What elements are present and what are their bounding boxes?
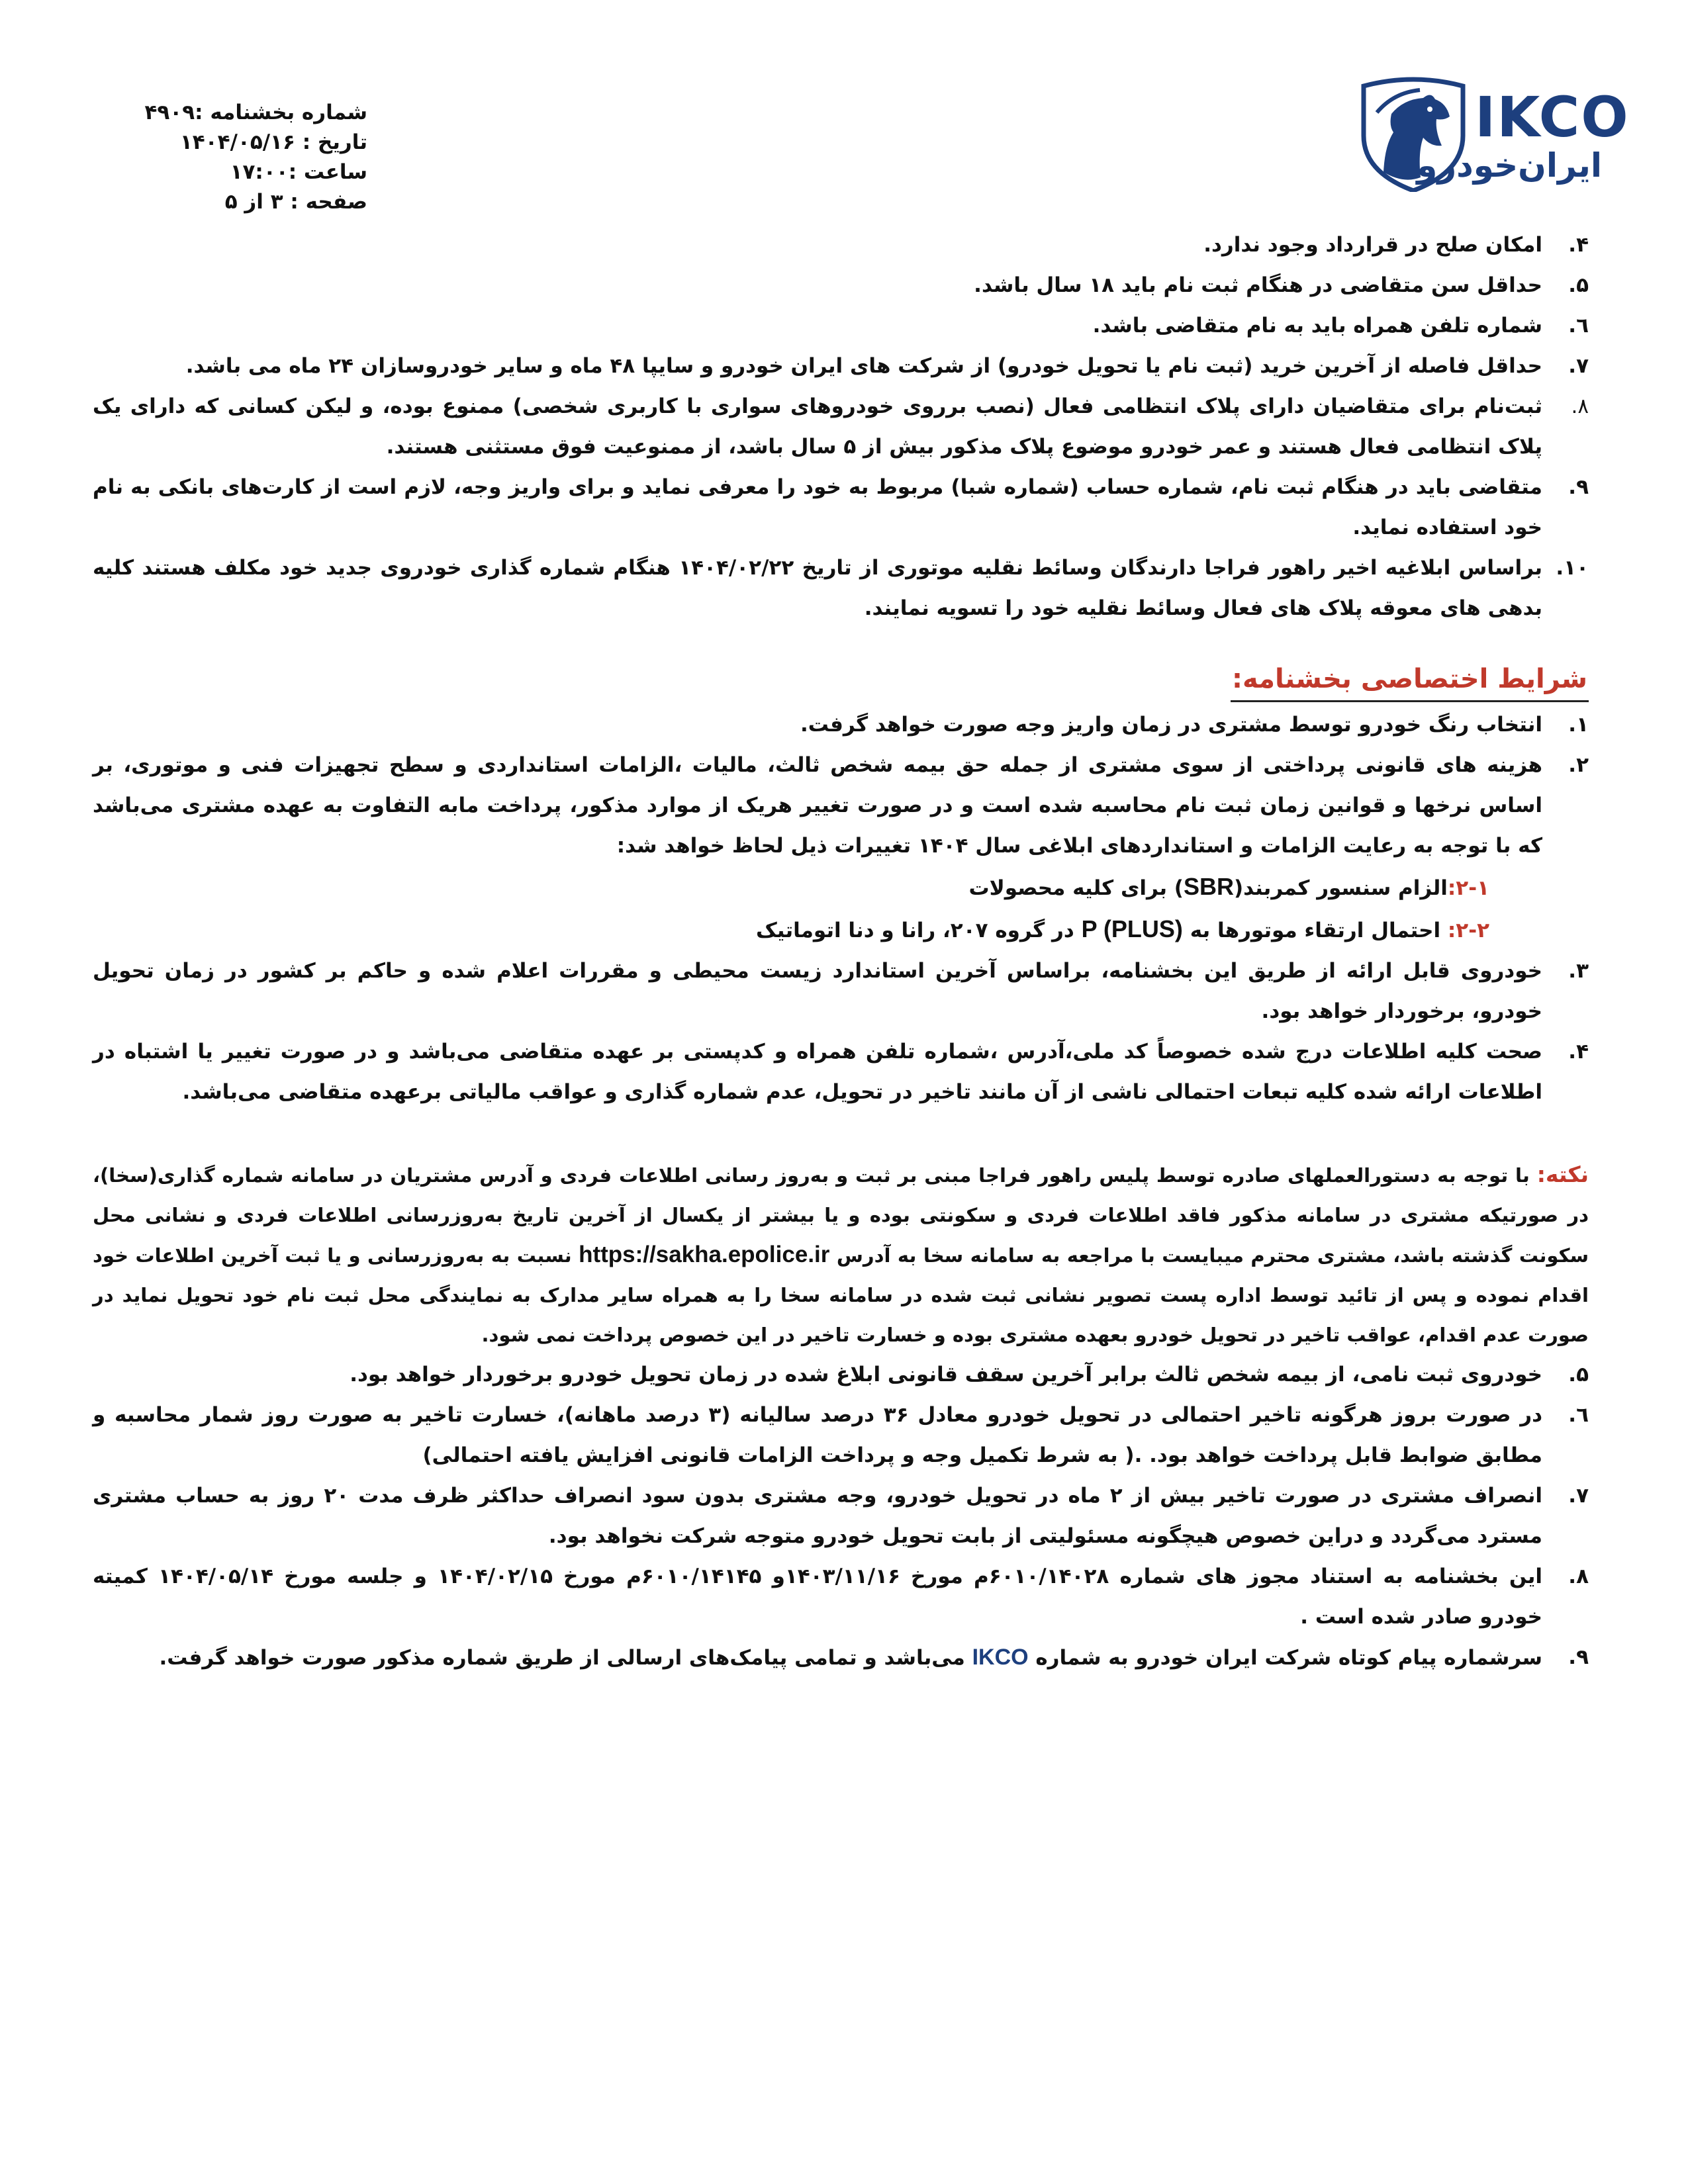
- list-item: ۷. حداقل فاصله از آخرین خرید (ثبت نام یا تحویل خودرو) از شرکت های ایران خودرو و سایپا ۴۸ ماه و سایر خودروسازان ۲۴ ماه می باشد.: [185, 354, 1589, 378]
- list-item: ۸. این بخشنامه به استناد مجوز های شماره ۶۰۱۰/۱۴۰۲۸م مورخ ۱۴۰۳/۱۱/۱۶و ۶۰۱۰/۱۴۱۴۵م مورخ ۱۴۰۴/۰۲/۱۵ و جلسه مورخ ۱۴۰۴/۰۵/۱۴ کمیته خودرو صادر شده است .: [93, 1565, 1589, 1629]
- list-item: ۹. متقاضی باید در هنگام ثبت نام، شماره حساب (شماره شبا) مربوط به خود را معرفی نماید و برای واریز وجه، لازم است از کارت‌های بانکی به نام خود استفاده نماید.: [93, 475, 1589, 539]
- circular-meta: [129, 98, 367, 217]
- list-item: ۷. انصراف مشتری در صورت تاخیر بیش از ۲ ماه در تحویل خودرو، وجه مشتری بدون سود انصراف حداکثر ظرف مدت ۲۰ روز به حساب مشتری مسترد می‌گردد و دراین خصوص هیچگونه مسئولیتی از بابت تحویل خودرو متوجه شرکت نخواهد بود.: [93, 1484, 1589, 1548]
- circular-date: تاریخ : ۱۴۰۴/۰۵/۱۶: [179, 130, 367, 154]
- sms-sender-brand: IKCO: [972, 1645, 1029, 1670]
- circular-number: شماره بخشنامه :۴۹۰۹: [144, 101, 367, 124]
- special-conditions-list: [93, 705, 1589, 1113]
- logo-persian-text: ایران‌خودرو: [1417, 146, 1602, 185]
- document-body: [93, 225, 1589, 1678]
- note-paragraph: نکته: با توجه به دستورالعملهای صادره توسط پلیس راهور فراجا مبنی بر ثبت و به‌روز رسانی اطلاعات فردی و آدرس مشتریان در سامانه شماره گذاری(سخا)، در صورتیکه مشتری در سامانه مذکور فاقد اطلاعات فردی و سکونتی بوده و یا بیشتر از یکسال از آخرین تاریخ به‌روزرسانی اطلاعات فردی و نشانی محل سکونت گذشته باشد، مشتری محترم میبایست با مراجعه به سامانه سخا به آدرس https://sakha.epolice.ir نسبت به به‌روزرسانی و یا ثبت آخرین اطلاعات خود اقدام نموده و پس از تائید توسط اداره پست تصویر نشانی ثبت شده در سامانه سخا را به همراه سایر مدارک به نمایندگی محل ثبت نام خود تحویل نماید در صورت عدم اقدام، عواقب تاخیر در تحویل خودرو بعهده مشتری بوده و خسارت تاخیر در این خصوص پرداخت نمی شود.: [93, 1161, 1589, 1346]
- sub-list-item: ۲-۲: احتمال ارتقاء موتورها به P (PLUS) در گروه ۲۰۷، رانا و دنا اتوماتیک: [756, 915, 1489, 942]
- list-item: ۵. خودروی ثبت نامی، از بیمه شخص ثالث برابر آخرین سقف قانونی ابلاغ شده در زمان تحویل خودرو برخوردار خواهد بود.: [350, 1363, 1589, 1387]
- page-indicator: صفحه : ۳ از ۵: [224, 190, 367, 214]
- list-item: ۸. ثبت‌نام برای متقاضیان دارای پلاک انتظامی فعال (نصب برروی خودروهای سواری با کاربری شخصی) ممنوع بوده، و لیکن کسانی که دارای یک پلاک انتظامی فعال هستند و عمر خودرو موضوع پلاک مذکور بیش از ۵ سال باشد، از ممنوعیت فوق مستثنی هستند.: [93, 394, 1589, 459]
- list-item: ۱۰. براساس ابلاغیه اخیر راهور فراجا دارندگان وسائط نقلیه موتوری از تاریخ ۱۴۰۴/۰۲/۲۲ هنگام شماره گذاری خودروی جدید خود مکلف هستند کلیه بدهی های معوقه پلاک های فعال وسائط نقلیه خود را تسویه نمایند.: [93, 556, 1589, 620]
- final-conditions-list: [93, 1355, 1589, 1678]
- logo-latin-text: IKCO: [1475, 85, 1630, 150]
- circular-time: ساعت :۱۷:۰۰: [230, 160, 367, 184]
- list-item: ۳. خودروی قابل ارائه از طریق این بخشنامه، براساس آخرین استاندارد زیست محیطی و مقررات اعلام شده و حاکم بر کشور در زمان تحویل خودرو، برخوردار خواهد بود.: [93, 959, 1589, 1023]
- sub-list-item: ۲-۱:الزام سنسور کمربند(SBR) برای کلیه محصولات: [968, 873, 1489, 900]
- sakha-link[interactable]: https://sakha.epolice.ir: [579, 1242, 830, 1267]
- list-item: ۴. امکان صلح در قرارداد وجود ندارد.: [1203, 233, 1589, 257]
- list-item: ۱. انتخاب رنگ خودرو توسط مشتری در زمان واریز وجه صورت خواهد گرفت.: [800, 713, 1589, 737]
- ikco-logo: [1357, 73, 1630, 199]
- note-label: نکته:: [1536, 1161, 1589, 1187]
- special-section-header: [93, 658, 1589, 702]
- list-item: ۵. حداقل سن متقاضی در هنگام ثبت نام باید ۱۸ سال باشد.: [974, 273, 1589, 297]
- list-item: ٦. در صورت بروز هرگونه تاخیر احتمالی در تحویل خودرو معادل ۳۶ درصد سالیانه (۳ درصد ماهانه)، خسارت تاخیر به صورت روز شمار محاسبه و مطابق ضوابط قابل پرداخت خواهد بود. .( به شرط تکمیل وجه و پرداخت الزامات قانونی افزایش یافته احتمالی): [93, 1403, 1589, 1467]
- list-item: ۴. صحت کلیه اطلاعات درج شده خصوصاً کد ملی،آدرس ،شماره تلفن همراه و کدپستی بر عهده متقاضی می‌باشد و در صورت تغییر یا اشتباه در اطلاعات ارائه شده کلیه تبعات احتمالی ناشی از آن مانند تاخیر در تحویل، عدم شماره گذاری و عواقب مالیاتی برعهده متقاضی می‌باشد.: [93, 1040, 1589, 1104]
- general-conditions-list: [93, 225, 1589, 629]
- section-title: شرایط اختصاصی بخشنامه:: [1231, 658, 1589, 702]
- list-item: ۹. سرشماره پیام کوتاه شرکت ایران خودرو به شماره IKCO می‌باشد و تمامی پیامک‌های ارسالی از طریق شماره مذکور صورت خواهد گرفت.: [159, 1645, 1589, 1670]
- list-item: ٦. شماره تلفن همراه باید به نام متقاضی باشد.: [1092, 314, 1589, 338]
- list-item: ۲. هزینه های قانونی پرداختی از سوی مشتری از جمله حق بیمه شخص ثالث، مالیات ،الزامات استانداردی و سطح تجهیزات فنی و موتوری، بر اساس نرخها و قوانین زمان ثبت نام محاسبه شده است و در صورت تغییر هریک از موارد مذکور، پرداخت مابه التفاوت به عهده مشتری می‌باشد که با توجه به رعایت الزامات و استانداردهای ابلاغی سال ۱۴۰۴ تغییرات ذیل لحاظ خواهد شد:: [93, 753, 1589, 858]
